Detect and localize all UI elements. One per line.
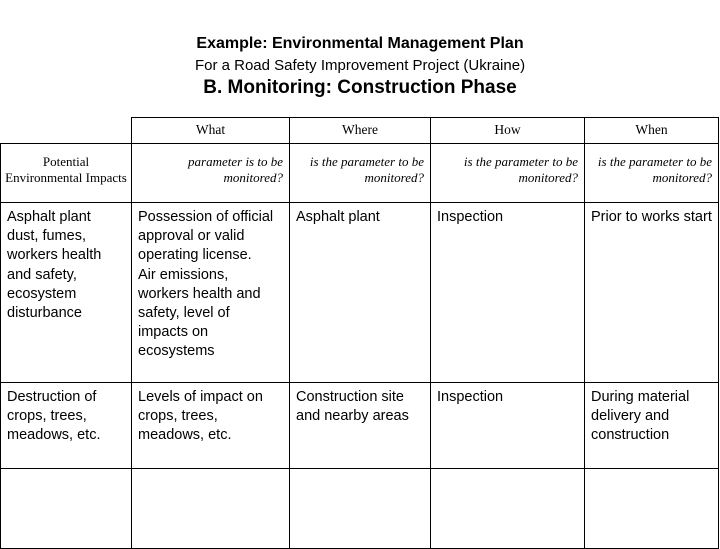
section-title: B. Monitoring: Construction Phase <box>203 77 517 98</box>
column-header-row <box>1 118 719 144</box>
subheader-what: parameter is to be monitored? <box>132 144 290 203</box>
when-cell <box>585 469 719 549</box>
empty-corner-cell <box>1 118 132 144</box>
column-header-how: How <box>431 118 585 144</box>
what-cell: Possession of official approval or valid operating license. Air emissions, workers health and safety, level of impacts on ecosystems <box>132 203 290 383</box>
table-row <box>1 203 719 383</box>
subheader-where: is the parameter to be monitored? <box>290 144 431 203</box>
what-cell <box>132 469 290 549</box>
table-row <box>1 469 719 549</box>
table-row <box>1 383 719 469</box>
how-cell: Inspection <box>431 383 585 469</box>
impact-cell: Destruction of crops, trees, meadows, etc. <box>1 383 132 469</box>
subheader-how: is the parameter to be monitored? <box>431 144 585 203</box>
when-cell: Prior to works start <box>585 203 719 383</box>
column-header-what: What <box>132 118 290 144</box>
monitoring-table <box>0 117 719 549</box>
where-cell: Asphalt plant <box>290 203 431 383</box>
document-title: Example: Environmental Management Plan <box>196 35 524 52</box>
column-header-where: Where <box>290 118 431 144</box>
where-cell: Construction site and nearby areas <box>290 383 431 469</box>
document-subtitle: For a Road Safety Improvement Project (Ukraine) <box>194 57 526 74</box>
what-cell: Levels of impact on crops, trees, meadows, etc. <box>132 383 290 469</box>
when-cell: During material delivery and construction <box>585 383 719 469</box>
impacts-column-header: Potential Environmental Impacts <box>1 144 132 203</box>
where-cell <box>290 469 431 549</box>
impact-cell <box>1 469 132 549</box>
how-cell: Inspection <box>431 203 585 383</box>
impact-cell: Asphalt plant dust, fumes, workers health and safety, ecosystem disturbance <box>1 203 132 383</box>
how-cell <box>431 469 585 549</box>
subheader-when: is the parameter to be monitored? <box>585 144 719 203</box>
column-header-when: When <box>585 118 719 144</box>
subheader-row <box>1 144 719 203</box>
